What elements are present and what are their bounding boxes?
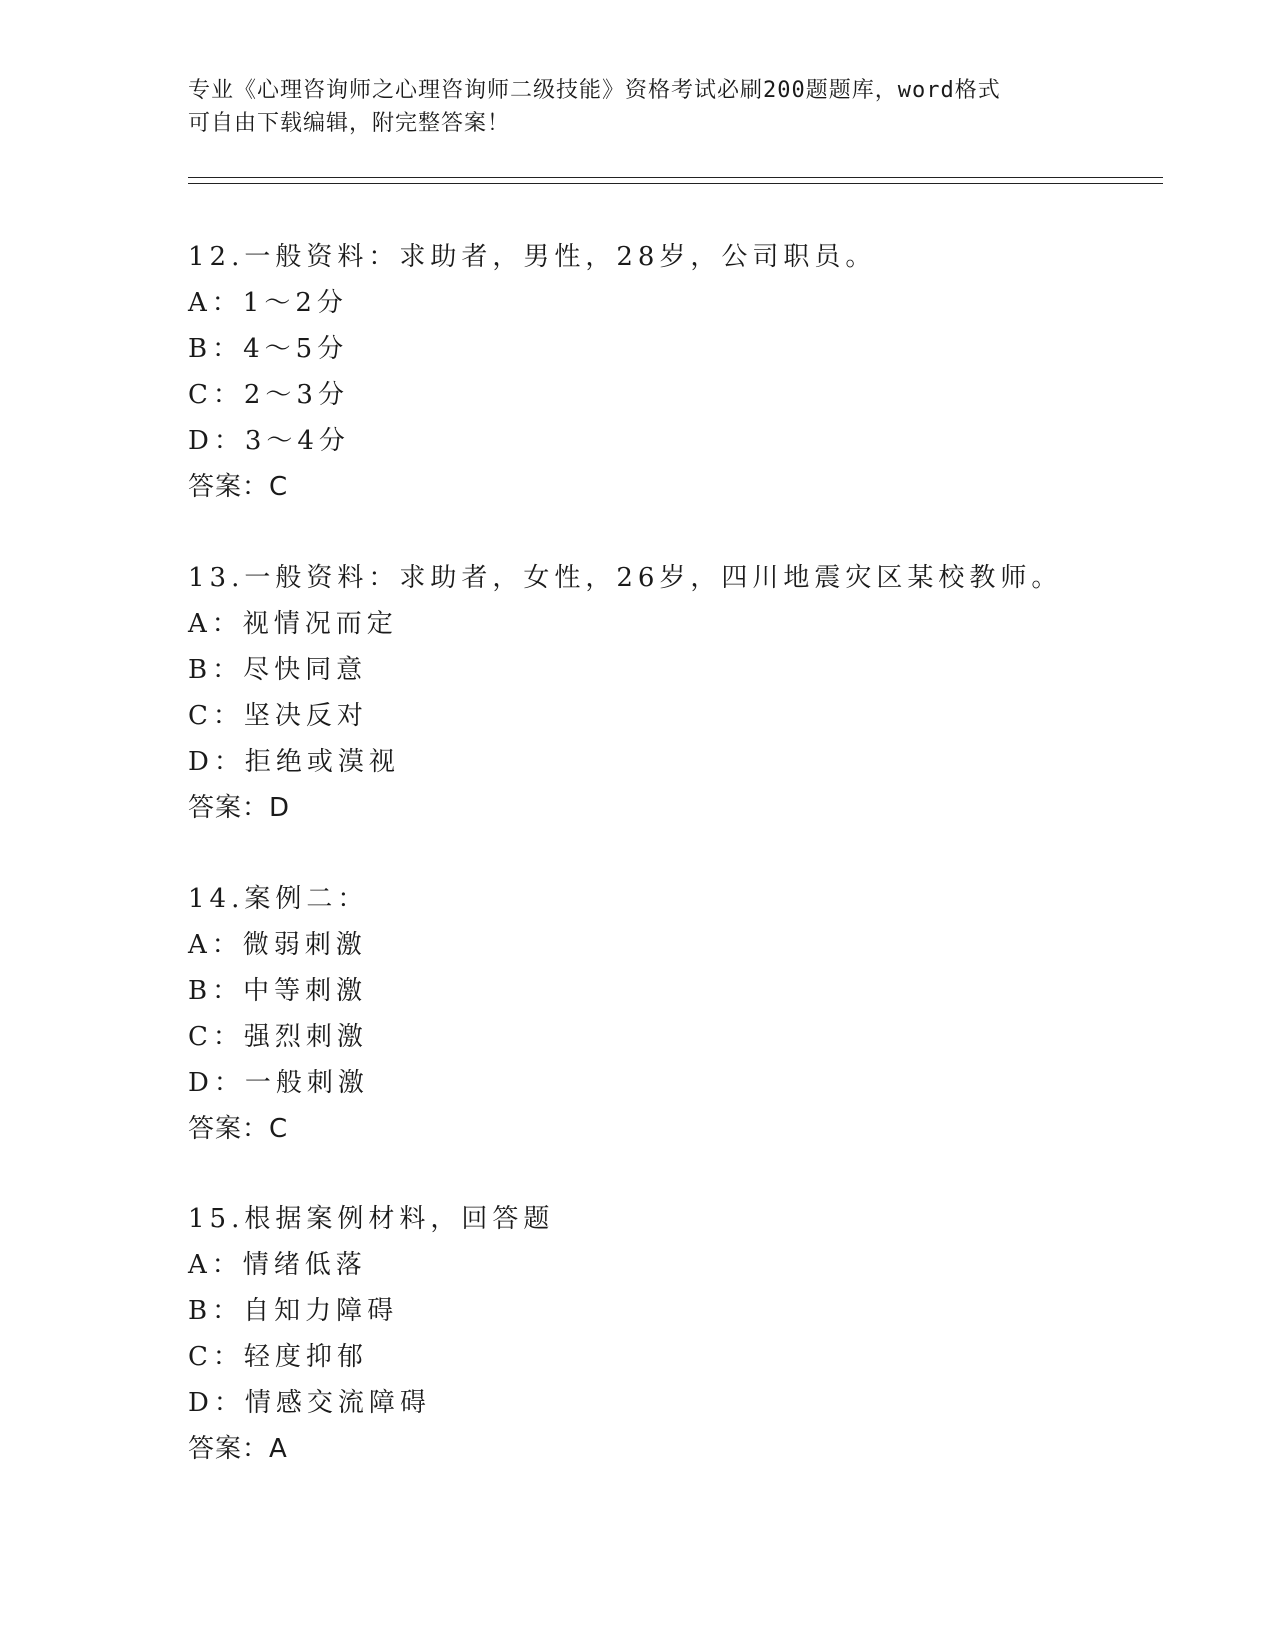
option-d: D：拒绝或漠视	[188, 747, 400, 777]
option-a: A：微弱刺激	[188, 930, 367, 960]
option-b: B：自知力障碍	[188, 1296, 399, 1326]
option-b: B：中等刺激	[188, 976, 368, 1006]
header-line-2: 可自由下载编辑，附完整答案！	[188, 111, 511, 136]
header-divider	[188, 177, 1163, 184]
option-a: A：视情况而定	[188, 609, 398, 639]
answer: 答案：D	[188, 793, 291, 823]
option-d: D：一般刺激	[188, 1068, 369, 1098]
option-a: A：1～2分	[188, 288, 348, 318]
answer: 答案：A	[188, 1434, 288, 1464]
question-15	[188, 1196, 1168, 1472]
option-c: C：坚决反对	[188, 701, 368, 731]
question-title: 15.根据案例材料，回答题	[188, 1204, 555, 1234]
option-c: C：轻度抑郁	[188, 1342, 368, 1372]
question-title: 13.一般资料：求助者，女性，26岁，四川地震灾区某校教师。	[188, 563, 1063, 593]
option-a: A：情绪低落	[188, 1250, 367, 1280]
question-title: 12.一般资料：求助者，男性，28岁，公司职员。	[188, 242, 877, 272]
question-title: 14.案例二：	[188, 884, 369, 914]
option-d: D：情感交流障碍	[188, 1388, 431, 1418]
option-c: C：2～3分	[188, 380, 349, 410]
header-line-1: 专业《心理咨询师之心理咨询师二级技能》资格考试必刷200题题库，word格式	[188, 78, 1001, 103]
question-12	[188, 234, 1168, 510]
document-header	[188, 74, 1088, 140]
answer: 答案：C	[188, 472, 289, 502]
answer: 答案：C	[188, 1114, 289, 1144]
question-14	[188, 876, 1168, 1152]
option-b: B：4～5分	[188, 334, 349, 364]
option-b: B：尽快同意	[188, 655, 368, 685]
option-d: D：3～4分	[188, 426, 350, 456]
question-13	[188, 555, 1168, 831]
option-c: C：强烈刺激	[188, 1022, 368, 1052]
